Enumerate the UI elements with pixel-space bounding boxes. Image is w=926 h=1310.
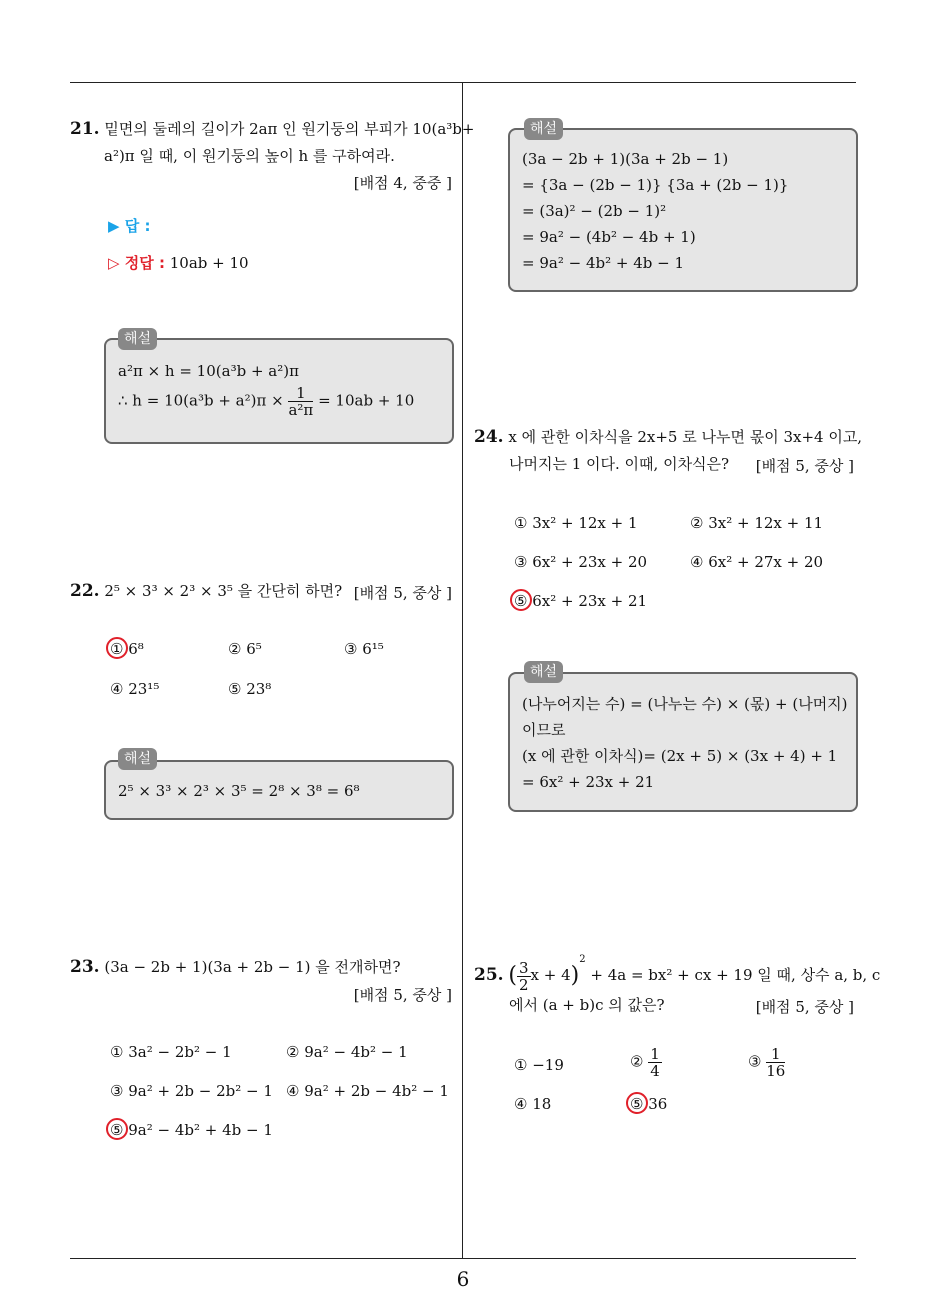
option-5[interactable]: ⑤ 36 (630, 1095, 668, 1113)
option-5[interactable]: ⑤ 23⁸ (228, 680, 272, 698)
question-24-meta: [배점 5, 중상 ] (755, 457, 854, 475)
option-1[interactable]: ① 3a² − 2b² − 1 (110, 1043, 232, 1061)
option-1[interactable]: ① 3x² + 12x + 1 (514, 514, 638, 532)
option-1[interactable]: ① 6⁸ (110, 640, 144, 658)
question-text: x 에 관한 이차식을 2x+5 로 나누면 몫이 3x+4 이고, (508, 428, 863, 446)
option-2[interactable]: ② $\frac{1}{4}$ (630, 1045, 660, 1080)
explanation-line: 이므로 (522, 721, 566, 739)
option-2[interactable]: ② 9a² − 4b² − 1 (286, 1043, 408, 1061)
explanation-line: = 6x² + 23x + 21 (522, 773, 655, 791)
question-25-meta: [배점 5, 중상 ] (755, 998, 854, 1016)
bottom-rule (70, 1258, 856, 1259)
explanation-line: (x 에 관한 이차식)= (2x + 5) × (3x + 4) + 1 (522, 747, 838, 765)
fraction: $\frac{1}{16}$ (766, 1045, 786, 1080)
question-number: 25. (474, 965, 504, 985)
fraction: $\frac{1}{\text{a²π}}$ (288, 384, 314, 419)
explanation-tab: 해설 (118, 748, 157, 770)
question-22-meta: [배점 5, 중상 ] (353, 584, 452, 602)
top-rule (70, 82, 856, 83)
question-number: 22. (70, 581, 100, 601)
explanation-line: (3a − 2b + 1)(3a + 2b − 1) (522, 150, 729, 168)
answer-label: ▶ 답 : (108, 217, 151, 235)
explanation-line: = 9a² − (4b² − 4b + 1) (522, 228, 696, 246)
question-21-line2: a²)π 일 때, 이 원기둥의 높이 h 를 구하여라. (104, 147, 395, 165)
selected-mark (626, 1092, 648, 1114)
explanation-tab: 해설 (524, 661, 563, 683)
question-text: 2⁵ × 3³ × 2³ × 3⁵ 을 간단히 하면? (104, 582, 343, 600)
option-4[interactable]: ④ 6x² + 27x + 20 (690, 553, 824, 571)
question-25-line2: 에서 (a + b)c 의 값은? (509, 996, 665, 1014)
option-1[interactable]: ① −19 (514, 1056, 564, 1074)
question-23-meta: [배점 5, 중상 ] (353, 986, 452, 1004)
explanation-line: (나누어지는 수) = (나누는 수) × (몫) + (나머지) (522, 695, 848, 713)
fraction: $\frac{3}{2}$ (518, 958, 529, 994)
option-3[interactable]: ③ 6¹⁵ (344, 640, 384, 658)
correct-value: 10ab + 10 (169, 254, 249, 272)
column-divider (462, 83, 463, 1258)
question-22 (70, 580, 342, 602)
option-4[interactable]: ④ 23¹⁵ (110, 680, 160, 698)
page-number: 6 (456, 1267, 470, 1291)
option-5[interactable]: ⑤ 9a² − 4b² + 4b − 1 (110, 1121, 273, 1139)
option-3[interactable]: ③ $\frac{1}{16}$ (748, 1045, 786, 1080)
explanation-line: 2⁵ × 3³ × 2³ × 3⁵ = 2⁸ × 3⁸ = 6⁸ (118, 782, 360, 800)
question-number: 24. (474, 427, 504, 447)
question-25: 25. ( $\frac{3}{2}$ x + 4)$^2$ + 4a = bx² + cx + 19 일 때, 상수 a, b, c (474, 954, 881, 994)
option-4[interactable]: ④ 9a² + 2b − 4b² − 1 (286, 1082, 449, 1100)
question-21 (70, 118, 474, 140)
correct-label: ▷ 정답 : (108, 254, 165, 272)
question-number: 21. (70, 119, 100, 139)
selected-mark (106, 637, 128, 659)
correct-answer (108, 252, 249, 274)
question-24-line2: 나머지는 1 이다. 이때, 이차식은? (509, 455, 730, 473)
option-3[interactable]: ③ 9a² + 2b − 2b² − 1 (110, 1082, 273, 1100)
explanation-line: = (3a)² − (2b − 1)² (522, 202, 667, 220)
selected-mark (510, 589, 532, 611)
option-2[interactable]: ② 3x² + 12x + 11 (690, 514, 824, 532)
explanation-line: = 9a² − 4b² + 4b − 1 (522, 254, 684, 272)
explanation-line: ∴ h = 10(a³b + a²)π × $\frac{1}{\text{a²π}}$ = 10ab + 10 (118, 384, 415, 419)
question-23 (70, 956, 401, 978)
explanation-tab: 해설 (118, 328, 157, 350)
explanation-line: a²π × h = 10(a³b + a²)π (118, 362, 299, 380)
option-4[interactable]: ④ 18 (514, 1095, 552, 1113)
question-24 (474, 426, 862, 448)
question-text: (3a − 2b + 1)(3a + 2b − 1) 을 전개하면? (104, 958, 401, 976)
option-3[interactable]: ③ 6x² + 23x + 20 (514, 553, 648, 571)
option-5[interactable]: ⑤ 6x² + 23x + 21 (514, 592, 648, 610)
explanation-tab: 해설 (524, 118, 563, 140)
fraction: $\frac{1}{4}$ (650, 1045, 660, 1080)
selected-mark (106, 1118, 128, 1140)
explanation-line: = {3a − (2b − 1)} {3a + (2b − 1)} (522, 176, 789, 194)
question-number: 23. (70, 957, 100, 977)
question-text: 밑면의 둘레의 길이가 2aπ 인 원기둥의 부피가 10(a³b+ (104, 120, 475, 138)
option-2[interactable]: ② 6⁵ (228, 640, 262, 658)
question-21-meta: [배점 4, 중중 ] (353, 174, 452, 192)
